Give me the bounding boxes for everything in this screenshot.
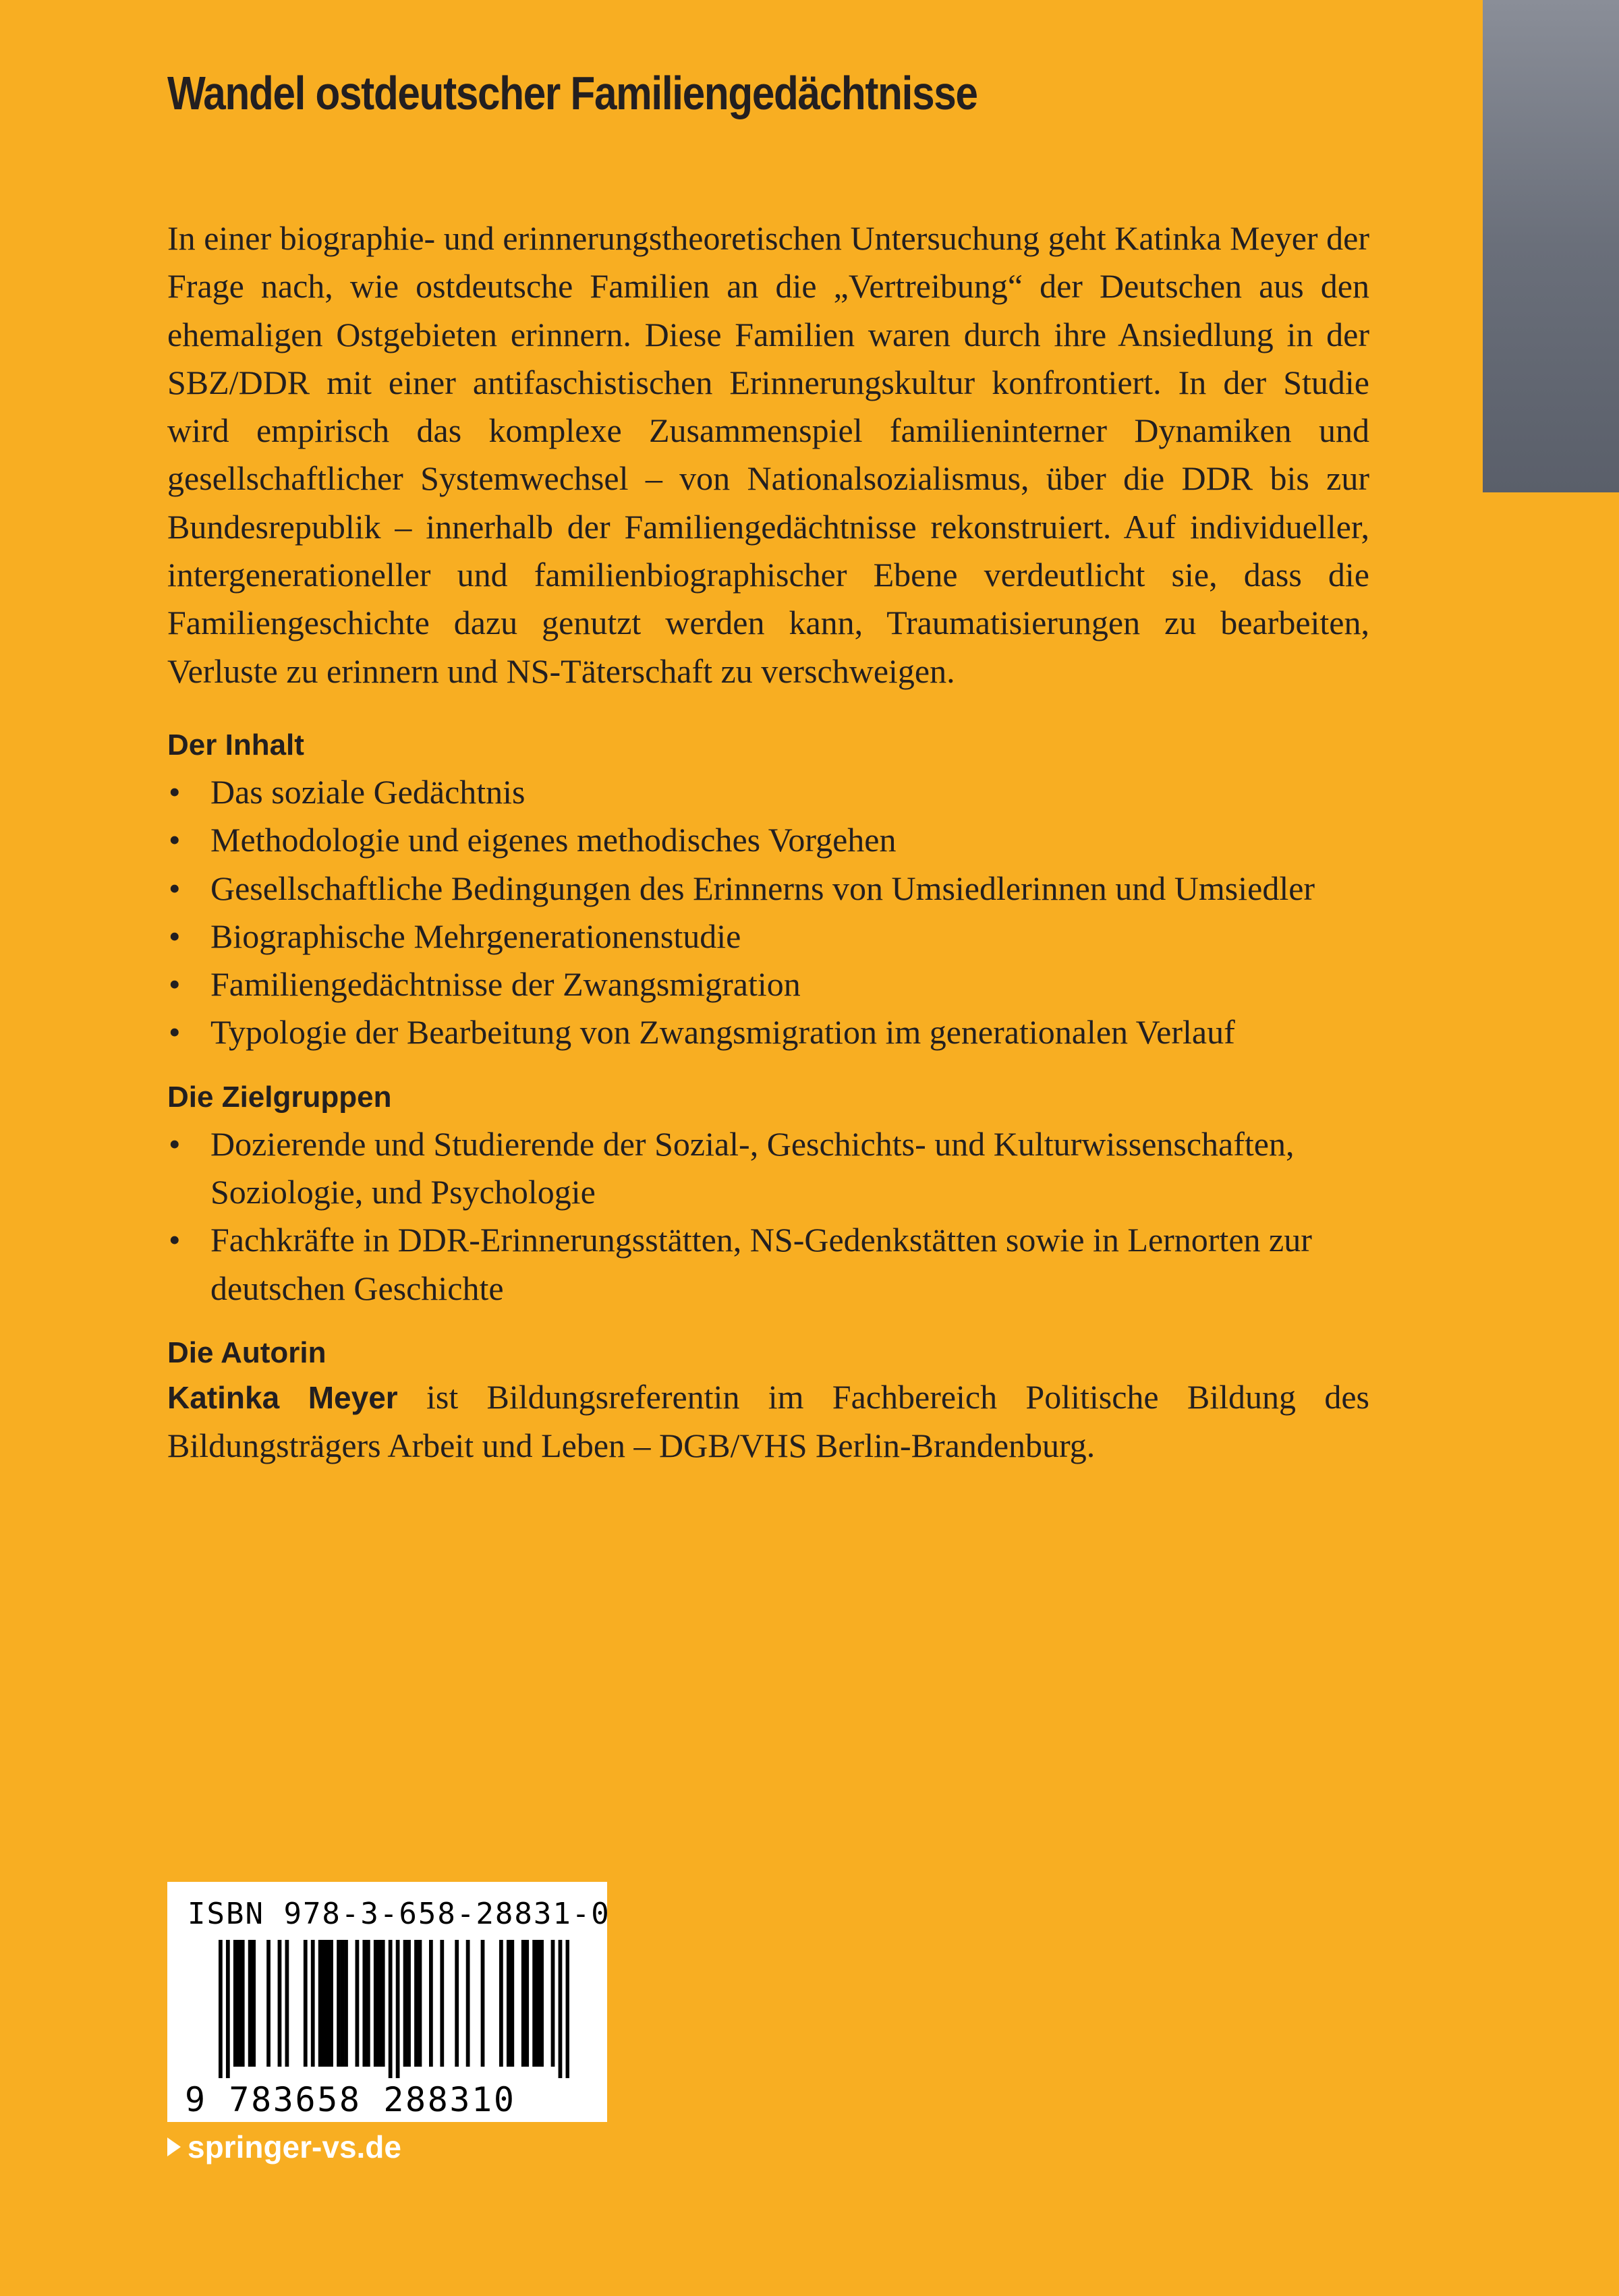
barcode-bar <box>344 1940 348 2067</box>
list-item <box>167 1008 1369 1056</box>
barcode-bar <box>304 1940 308 2067</box>
book-description: In einer biographie- und erinnerungstheoretischen Untersuchung geht Katinka Meyer der Frage nach, wie ostdeutsche Familien an die „Vertreibung“ der Deutschen aus den ehemaligen Ostgebieten erinnern. Diese Familien waren durch ihre Ansiedlung in der SBZ/DDR mit einer antifaschistischen Erinnerungskultur konfrontiert. In der Studie wird empirisch das komplexe Zusammenspiel familieninterner Dynamiken und gesellschaftlicher Systemwechsel – von Nationalsozialismus, über die DDR bis zur Bundesrepublik – innerhalb der Familiengedächtnisse rekonstruiert. Auf individueller, intergenerationeller und familienbiographischer Ebene verdeutlicht sie, dass die Familiengeschichte dazu genutzt werden kann, Traumatisierungen zu bearbeiten, Verluste zu erinnern und NS-Täterschaft zu verschweigen. <box>167 219 1369 690</box>
barcode-bar <box>418 1940 422 2067</box>
author-name: Katinka Meyer <box>167 1379 398 1415</box>
barcode-bar <box>233 1940 237 2067</box>
list-item-text: Das soziale Gedächtnis <box>210 772 526 811</box>
barcode-bar <box>389 1940 393 2078</box>
barcode-bar <box>326 1940 330 2067</box>
barcode-bar <box>285 1940 289 2067</box>
barcode-digits: 9 783658 288310 <box>185 2080 516 2119</box>
list-item <box>167 1216 1369 1313</box>
list-item-text: Typologie der Bearbeitung von Zwangsmigration im generationalen Verlauf <box>210 1013 1235 1052</box>
list-item-text: Familiengedächtnisse der Zwangsmigration <box>210 965 801 1004</box>
bullet-icon: • <box>169 869 181 907</box>
barcode-bar <box>266 1940 271 2067</box>
barcode-bar <box>366 1940 370 2067</box>
barcode-bar <box>248 1940 252 2067</box>
barcode-bar <box>525 1940 529 2067</box>
barcode-bar <box>252 1940 256 2067</box>
barcode-bar <box>381 1940 385 2067</box>
barcode-bar <box>337 1940 341 2067</box>
side-color-band <box>1483 0 1619 492</box>
list-item <box>167 913 1369 960</box>
list-item-text: Dozierende und Studierende der Sozial-, Geschichts- und Kulturwissenschaften, Soziologie, und Psychologie <box>210 1124 1295 1211</box>
bullet-icon: • <box>169 1013 181 1052</box>
list-item <box>167 768 1369 816</box>
barcode-bar <box>466 1940 470 2067</box>
barcode-bar <box>507 1940 511 2067</box>
barcode-bar <box>407 1940 411 2067</box>
barcode-bar <box>551 1940 555 2067</box>
barcode-bar <box>540 1940 544 2067</box>
barcode-bar <box>532 1940 536 2067</box>
barcode-bar <box>237 1940 241 2067</box>
barcode-bar <box>322 1940 326 2067</box>
list-item <box>167 865 1369 913</box>
barcode-bar <box>455 1940 459 2067</box>
book-title: Wandel ostdeutscher Familiengedächtnisse <box>167 67 977 119</box>
barcode-bar <box>329 1940 333 2067</box>
publisher-link[interactable] <box>167 2129 401 2165</box>
barcode-bar <box>226 1940 230 2078</box>
barcode-bar <box>356 1940 360 2067</box>
isbn-label: ISBN 978-3-658-28831-0 <box>188 1897 610 1931</box>
bullet-icon: • <box>169 1124 181 1163</box>
back-cover-content <box>167 214 1369 1470</box>
barcode-bar <box>219 1940 223 2078</box>
play-arrow-icon <box>167 2137 181 2156</box>
barcode-bar <box>362 1940 366 2067</box>
barcode-bar <box>440 1940 444 2067</box>
barcode-bars <box>219 1940 569 2078</box>
barcode-bar <box>374 1940 378 2067</box>
barcode-bar <box>377 1940 381 2067</box>
barcode-bar <box>396 1940 400 2078</box>
author-bio <box>167 1373 1369 1470</box>
barcode-bar <box>429 1940 433 2067</box>
list-item <box>167 816 1369 864</box>
inhalt-heading: Der Inhalt <box>167 728 304 762</box>
bullet-icon: • <box>169 772 181 811</box>
barcode-bar <box>481 1940 485 2067</box>
zielgruppen-heading: Die Zielgruppen <box>167 1080 392 1114</box>
barcode-bar <box>566 1940 569 2078</box>
list-item-text: Gesellschaftliche Bedingungen des Erinnerns von Umsiedlerinnen und Umsiedler <box>210 869 1315 907</box>
isbn-barcode <box>167 1882 610 2122</box>
author-bio-text: ist Bildungsreferentin im Fachbereich Politische Bildung des Bildungsträgers Arbeit und Leben – DGB/VHS Berlin-Brandenburg. <box>167 1377 1369 1465</box>
list-item <box>167 960 1369 1008</box>
autorin-heading: Die Autorin <box>167 1336 326 1369</box>
barcode-bar <box>536 1940 540 2067</box>
zielgruppen-list <box>167 1120 1369 1313</box>
bullet-icon: • <box>169 965 181 1004</box>
barcode-bar <box>414 1940 418 2067</box>
barcode-bar <box>521 1940 526 2067</box>
barcode-bar <box>311 1940 315 2067</box>
barcode-bar <box>403 1940 407 2067</box>
inhalt-list <box>167 768 1369 1057</box>
list-item-text: Fachkräfte in DDR-Erinnerungsstätten, NS-Gedenkstätten sowie in Lernorten zur deutschen Geschichte <box>210 1221 1312 1307</box>
barcode-bar <box>278 1940 282 2067</box>
list-item-text: Methodologie und eigenes methodisches Vorgehen <box>210 821 897 859</box>
barcode-bar <box>510 1940 514 2067</box>
list-item-text: Biographische Mehrgenerationenstudie <box>210 917 741 955</box>
bullet-icon: • <box>169 821 181 859</box>
barcode-bar <box>499 1940 503 2067</box>
barcode-bar <box>341 1940 345 2067</box>
bullet-icon: • <box>169 917 181 955</box>
publisher-link-label: springer-vs.de <box>188 2129 401 2164</box>
barcode-bar <box>318 1940 322 2067</box>
bullet-icon: • <box>169 1221 181 1259</box>
barcode-bar <box>559 1940 563 2078</box>
list-item <box>167 1120 1369 1217</box>
barcode-bar <box>241 1940 245 2067</box>
